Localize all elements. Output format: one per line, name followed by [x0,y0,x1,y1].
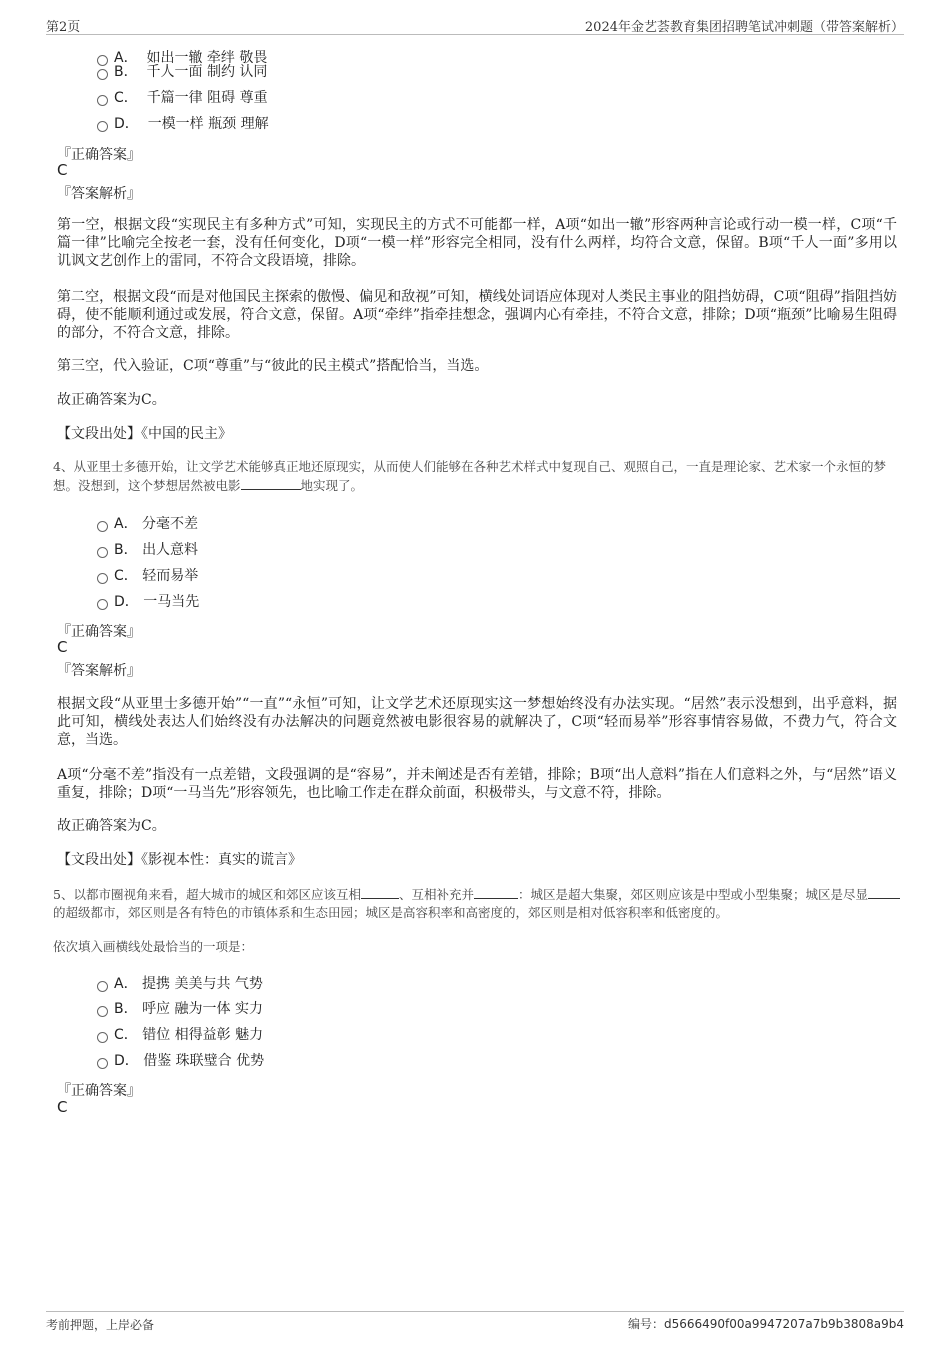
radio-icon[interactable] [97,521,108,532]
fill-blank [868,885,900,899]
q4-answer-label: 『正确答案』 [57,624,141,640]
q4-option-a[interactable]: A． 分毫不差 [97,514,198,534]
q5-option-d[interactable]: D． 借鉴 珠联璧合 优势 [97,1051,264,1071]
q4-analysis-p1: 根据文段“从亚里士多德开始”“一直”“永恒”可知，让文学艺术还原现实这一梦想始终没有办法实现。“居然”表示没想到，出乎意料，据此可知，横线处表达人们始终没有办法解决的问题竟然被电影很容易的就解决了，C项“轻而易举”形容事情容易做，不费力气，符合文意，当选。 [57,696,897,748]
q3-source: 【文段出处】《中国的民主》 [57,426,232,442]
q3-analysis-p2: 第二空，根据文段“而是对他国民主探索的傲慢、偏见和敌视”可知，横线处词语应体现对人类民主事业的阻挡妨碍，C项“阻碍”指阻挡妨碍，使不能顺利通过或发展，符合文意，保留。A项“牵绊”指牵挂想念，强调内心有牵挂，不符合文意，排除；D项“瓶颈”比喻易生阻碍的部分，不符合文意，排除。 [57,289,897,341]
q4-stem: 4、从亚里士多德开始，让文学艺术能够真正地还原现实，从而使人们能够在各种艺术样式中复现自己、观照自己，一直是理论家、艺术家一个永恒的梦想。没想到，这个梦想居然被电影 地实现了。 [53,459,886,493]
page-header [46,14,904,35]
page-number: 第2页 [46,20,81,35]
q3-analysis-p4: 故正确答案为C。 [57,392,166,408]
q4-source: 【文段出处】《影视本性：真实的谎言》 [57,852,302,868]
q3-option-c[interactable]: C． 千篇一律 阻碍 尊重 [97,88,268,108]
q3-option-a[interactable]: A． 如出一辙 牵绊 敬畏 [97,48,267,68]
radio-icon[interactable] [97,121,108,132]
radio-icon[interactable] [97,69,108,80]
q5-option-b[interactable]: B． 呼应 融为一体 实力 [97,999,263,1019]
q4-analysis-p2: A项“分毫不差”指没有一点差错，文段强调的是“容易”，并未阐述是否有差错，排除；B项“出人意料”指在人们意料之外，与“居然”语义重复，排除；D项“一马当先”形容领先，也比喻工作走在群众前面，积极带头，与文意不符，排除。 [57,767,897,801]
page-footer [46,1311,904,1336]
q3-analysis-label: 『答案解析』 [57,186,141,202]
q3-option-b[interactable]: B． 千人一面 制约 认同 [97,62,267,82]
radio-icon[interactable] [97,599,108,610]
q4-option-d[interactable]: D． 一马当先 [97,592,199,612]
q5-stem: 5、以都市圈视角来看，超大城市的城区和郊区应该互相 、互相补充并 ：城区是超大集聚，郊区则应该是中型或小型集聚；城区是尽显的超级都市，郊区则是各有特色的市镇体系和生态田园；城区是高容积率和高密度的，郊区则是相对低容积率和低密度的。 [53,885,901,922]
radio-icon[interactable] [97,1006,108,1017]
q3-answer-label: 『正确答案』 [57,147,141,163]
radio-icon[interactable] [97,95,108,106]
fill-blank [241,476,301,490]
document-title: 2024年金艺荟教育集团招聘笔试冲刺题（带答案解析） [584,20,904,35]
q5-answer-label: 『正确答案』 [57,1083,141,1099]
q4-option-b[interactable]: B． 出人意料 [97,540,198,560]
radio-icon[interactable] [97,573,108,584]
q4-analysis-p3: 故正确答案为C。 [57,818,166,834]
q5-option-c[interactable]: C． 错位 相得益彰 魅力 [97,1025,263,1045]
q3-answer: C [57,161,68,179]
q4-answer: C [57,638,68,656]
q4-analysis-label: 『答案解析』 [57,663,141,679]
q5-instruction: 依次填入画横线处最恰当的一项是： [53,939,254,954]
q4-option-c[interactable]: C． 轻而易举 [97,566,198,586]
footer-slogan: 考前押题，上岸必备 [46,1318,155,1332]
document-id: 编号：d5666490f00a9947207a7b9b3808a9b4 [628,1317,904,1331]
fill-blank [474,885,518,899]
radio-icon[interactable] [97,1058,108,1069]
radio-icon[interactable] [97,547,108,558]
q5-answer: C [57,1098,68,1116]
q3-analysis-p1: 第一空，根据文段“实现民主有多种方式”可知，实现民主的方式不可能都一样，A项“如出一辙”形容两种言论或行动一模一样，C项“千篇一律”比喻完全按老一套，没有任何变化，D项“一模一样”形容完全相同，没有什么两样，均符合文意，保留。B项“千人一面”多用以讥讽文艺创作上的雷同，不符合文段语境，排除。 [57,217,897,269]
q3-analysis-p3: 第三空，代入验证，C项“尊重”与“彼此的民主模式”搭配恰当，当选。 [57,358,489,374]
radio-icon[interactable] [97,981,108,992]
q5-option-a[interactable]: A． 提携 美美与共 气势 [97,974,263,994]
radio-icon[interactable] [97,1032,108,1043]
q3-option-d[interactable]: D． 一模一样 瓶颈 理解 [97,114,269,134]
fill-blank [361,885,399,899]
